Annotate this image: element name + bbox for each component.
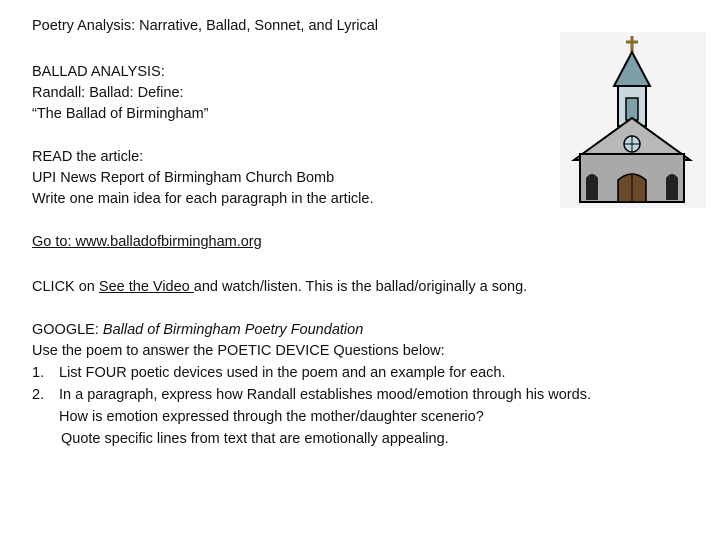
list-number: 2. [32,387,45,403]
poem-title: “The Ballad of Birmingham” [32,106,209,122]
sub-question: Quote specific lines from text that are emotionally appealing. [61,431,449,447]
goto-prefix: Go to: [32,234,76,250]
church-icon [560,32,706,208]
google-prefix: GOOGLE: [32,322,103,338]
sub-question: How is emotion expressed through the mother/daughter scenerio? [59,409,484,425]
google-query: Ballad of Birmingham Poetry Foundation [102,322,364,338]
ballad-define: Randall: Ballad: Define: [32,85,184,101]
read-instruction: Write one main idea for each paragraph in the article. [32,191,374,207]
article-title: UPI News Report of Birmingham Church Bomb [32,170,335,186]
click-suffix: and watch/listen. This is the ballad/originally a song. [193,279,528,295]
list-text: In a paragraph, express how Randall establishes mood/emotion through his words. [59,387,591,403]
list-item [32,385,591,405]
read-heading: READ the article: [32,149,144,165]
click-prefix: CLICK on [32,279,99,295]
see-video-link[interactable]: See the Video [98,279,194,295]
page-title: Poetry Analysis: Narrative, Ballad, Sonnet, and Lyrical [32,18,379,34]
list-text: List FOUR poetic devices used in the poem and an example for each. [59,365,506,381]
ballad-heading: BALLAD ANALYSIS: [32,64,165,80]
google-instruction: Use the poem to answer the POETIC DEVICE Questions below: [32,343,445,359]
website-link[interactable] [32,232,262,252]
click-instruction [32,277,527,297]
google-line [32,320,363,340]
website-url: www.balladofbirmingham.org [75,234,262,250]
list-number: 1. [32,365,45,381]
list-item [32,363,506,383]
